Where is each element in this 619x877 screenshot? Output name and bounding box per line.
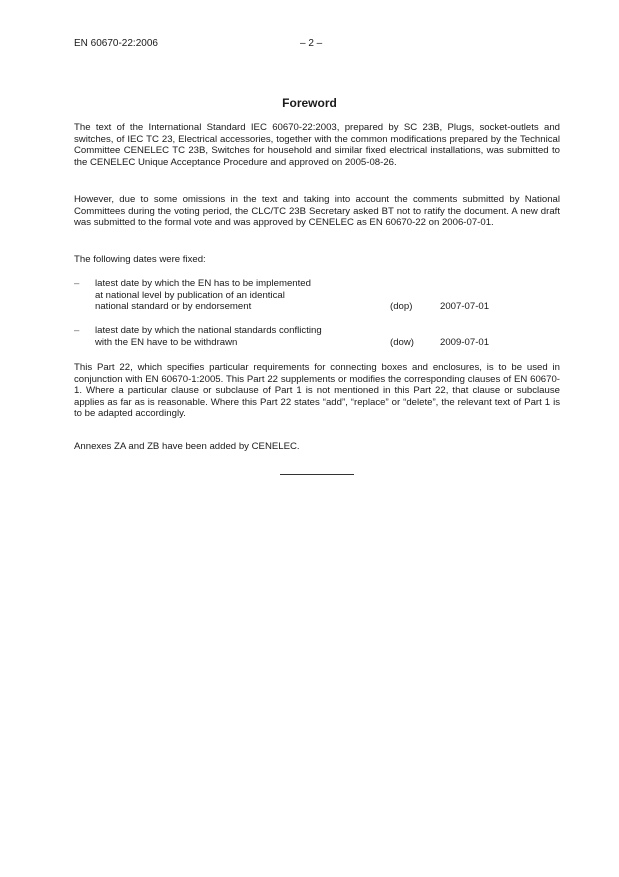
date-abbreviation: (dow) <box>390 336 414 348</box>
date-description-line: national standard or by endorsement <box>95 301 252 313</box>
date-description-line: latest date by which the EN has to be implemented <box>95 278 311 289</box>
end-divider <box>280 474 354 475</box>
foreword-paragraph-3: The following dates were fixed: <box>74 254 206 265</box>
date-value: 2009-07-01 <box>440 336 490 348</box>
section-title: Foreword <box>282 96 337 110</box>
foreword-paragraph-2: However, due to some omissions in the text and taking into account the comments submitted by National Committees during the voting period, the CLC/TC 23B Secretary asked BT not to ratify the document. A new draft was submitted to the formal vote and was approved by CENELEC as EN 60670-22 on 2006-07-01. <box>74 194 560 229</box>
date-description-line: with the EN have to be withdrawn <box>95 336 238 348</box>
dash-bullet: – <box>74 325 80 336</box>
foreword-paragraph-4: This Part 22, which specifies particular requirements for connecting boxes and enclosures, is to be used in conjunction with EN 60670-1:2005. This Part 22 supplements or modifies the corresponding clauses of EN 60670-1. Where a particular clause or subclause of Part 1 is not mentioned in this Part 22, that clause or subclause applies as far as is reasonable. Where this Part 22 states “add”, “replace” or “delete”, the relevant text of Part 1 is to be adapted accordingly. <box>74 362 560 420</box>
document-id: EN 60670-22:2006 <box>74 38 158 49</box>
date-description-line: latest date by which the national standards conflicting <box>95 325 322 336</box>
date-description <box>95 278 385 313</box>
date-description-line: at national level by publication of an identical <box>95 289 285 301</box>
date-value: 2007-07-01 <box>440 301 490 313</box>
foreword-paragraph-1: The text of the International Standard IEC 60670-22:2003, prepared by SC 23B, Plugs, socket-outlets and switches, of IEC TC 23, Electrical accessories, together with the common modifications prepared by the Technical Committee CENELEC TC 23B, Switches for household and similar fixed electrical installations, was submitted to the CENELEC Unique Acceptance Procedure and approved on 2005-08-26. <box>74 122 560 168</box>
foreword-paragraph-5: Annexes ZA and ZB have been added by CENELEC. <box>74 441 300 452</box>
page-number: – 2 – <box>300 38 323 49</box>
date-description <box>95 325 385 348</box>
date-abbreviation: (dop) <box>390 301 413 313</box>
dash-bullet: – <box>74 278 80 289</box>
